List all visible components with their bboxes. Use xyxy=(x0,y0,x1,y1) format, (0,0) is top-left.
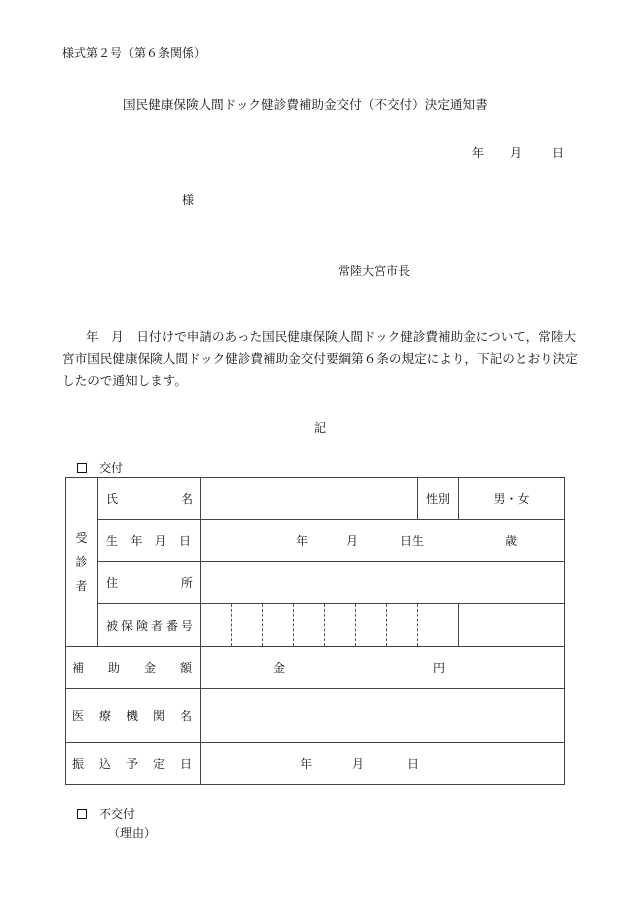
institution-field[interactable] xyxy=(201,689,565,743)
option-grant-label: 交付 xyxy=(99,461,124,475)
option-grant xyxy=(77,460,123,476)
option-nongrant xyxy=(77,806,135,822)
birth-field[interactable]: 年 月 日生 歳 xyxy=(201,520,565,562)
table-row xyxy=(66,478,565,520)
insured-number-label: 被 保 険 者 番 号 xyxy=(98,604,201,647)
sex-field[interactable]: 男・女 xyxy=(459,478,565,520)
table-row xyxy=(66,689,565,743)
insured-number-spare xyxy=(459,604,565,647)
transfer-date-label: 振 込 予 定 日 xyxy=(66,743,201,785)
address-field[interactable] xyxy=(201,562,565,604)
name-field[interactable] xyxy=(201,478,418,520)
insured-number-field[interactable] xyxy=(201,604,459,647)
reason-label: （理由） xyxy=(108,826,157,840)
option-nongrant-label: 不交付 xyxy=(99,807,136,821)
form-number: 様式第２号（第６条関係） xyxy=(62,46,207,60)
decision-table xyxy=(65,477,565,785)
addressee-honorific: 様 xyxy=(182,193,195,207)
address-label: 住 所 xyxy=(98,562,201,604)
ki-label: 記 xyxy=(314,421,327,435)
transfer-date-field[interactable]: 年 月 日 xyxy=(201,743,565,785)
name-label: 氏 名 xyxy=(98,478,201,520)
table-row xyxy=(66,743,565,785)
institution-label: 医 療 機 関 名 xyxy=(66,689,201,743)
examinee-group-label: 受 診 者 xyxy=(66,478,98,647)
document-title: 国民健康保険人間ドック健診費補助金交付（不交付）決定通知書 xyxy=(123,97,488,112)
issuer: 常陸大宮市長 xyxy=(338,264,411,278)
amount-field[interactable]: 金 円 xyxy=(201,647,565,689)
table-row xyxy=(66,604,565,647)
grant-checkbox[interactable] xyxy=(77,463,87,473)
sex-label: 性別 xyxy=(418,478,459,520)
table-row xyxy=(66,520,565,562)
table-row xyxy=(66,647,565,689)
amount-label: 補 助 金 額 xyxy=(66,647,201,689)
nongrant-checkbox[interactable] xyxy=(77,809,87,819)
body-paragraph: 年 月 日付けで申請のあった国民健康保険人間ドック健診費補助金について，常陸大宮市国民健康保険人間ドック健診費補助金交付要綱第６条の規定により，下記のとおり決定したので通知します。 xyxy=(62,329,578,388)
birth-label: 生 年 月 日 xyxy=(98,520,201,562)
table-row xyxy=(66,562,565,604)
